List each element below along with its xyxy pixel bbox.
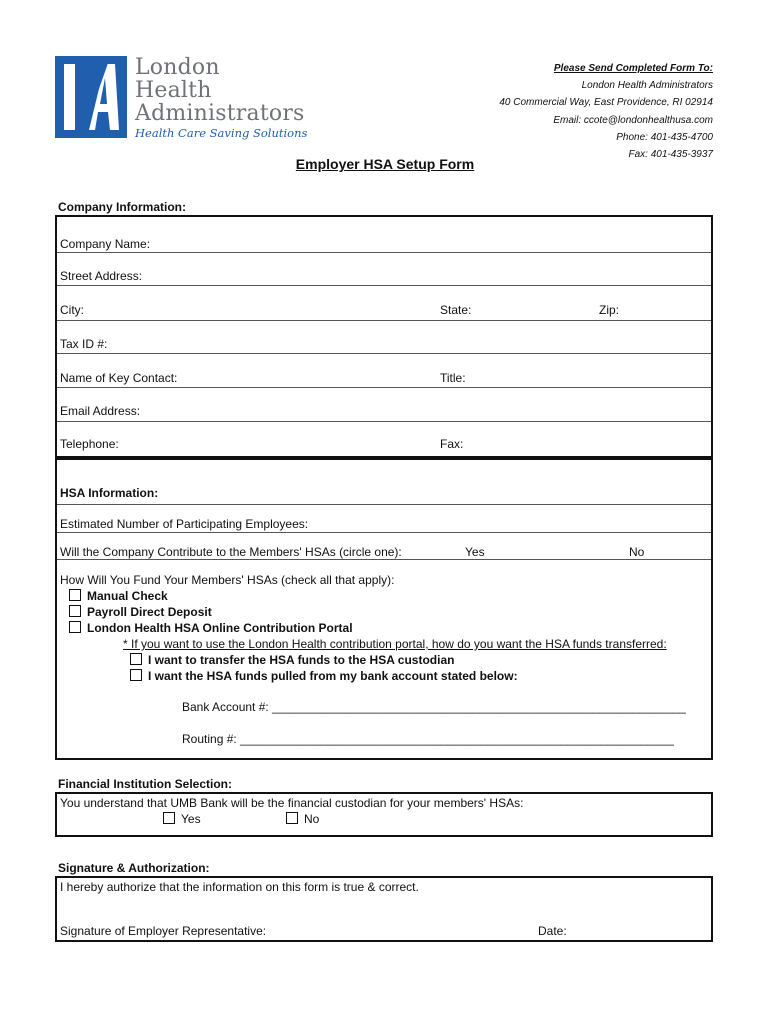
contribute-yes-option[interactable]: Yes bbox=[465, 545, 485, 559]
form-title: Employer HSA Setup Form bbox=[295, 156, 475, 172]
custodian-yes-checkbox[interactable] bbox=[163, 812, 175, 824]
custodian-no-option[interactable]: No bbox=[286, 812, 319, 826]
company-section-label: Company Information: bbox=[58, 200, 186, 214]
email-address-label: Email Address: bbox=[60, 404, 141, 418]
fax-label: Fax: bbox=[440, 437, 464, 451]
contribute-question: Will the Company Contribute to the Members' HSAs (circle one): bbox=[60, 545, 402, 559]
logo-word-london: London bbox=[135, 55, 220, 80]
company-info-box bbox=[55, 215, 713, 458]
transfer-to-custodian-checkbox[interactable] bbox=[130, 653, 142, 665]
mailing-address-block bbox=[499, 60, 713, 163]
custodian-statement: You understand that UMB Bank will be the financial custodian for your members' HSAs: bbox=[60, 796, 524, 810]
bank-account-field[interactable]: Bank Account #: ______________________________________________________________ bbox=[182, 700, 686, 714]
manual-check-option[interactable]: Manual Check bbox=[69, 589, 168, 603]
logo-tagline: Health Care Saving Solutions bbox=[135, 126, 308, 140]
street-address-label: Street Address: bbox=[60, 269, 143, 283]
address-fax: Fax: 401-435-3937 bbox=[628, 149, 713, 161]
address-header: Please Send Completed Form To: bbox=[553, 63, 713, 74]
pull-from-bank-option[interactable]: I want the HSA funds pulled from my bank account stated below: bbox=[130, 669, 518, 683]
manual-check-checkbox[interactable] bbox=[69, 589, 81, 601]
online-portal-checkbox[interactable] bbox=[69, 621, 81, 633]
signature-box bbox=[55, 876, 713, 942]
employees-field-label[interactable]: Estimated Number of Participating Employees: bbox=[60, 517, 309, 531]
contact-title-label: Title: bbox=[440, 371, 466, 385]
tax-id-label: Tax ID #: bbox=[60, 337, 108, 351]
custodian-no-checkbox[interactable] bbox=[286, 812, 298, 824]
key-contact-label: Name of Key Contact: bbox=[60, 371, 178, 385]
city-label: City: bbox=[60, 303, 84, 317]
signature-section-label: Signature & Authorization: bbox=[58, 861, 210, 875]
address-phone: Phone: 401-435-4700 bbox=[616, 131, 713, 143]
financial-info-box bbox=[55, 792, 713, 837]
state-label: State: bbox=[440, 303, 472, 317]
hsa-info-box bbox=[55, 458, 713, 760]
address-line: 40 Commercial Way, East Providence, RI 02914 bbox=[499, 97, 713, 109]
hsa-section-label: HSA Information: bbox=[60, 486, 159, 500]
logo-word-health: Health bbox=[135, 78, 212, 103]
payroll-direct-deposit-checkbox[interactable] bbox=[69, 605, 81, 617]
contribute-no-option[interactable]: No bbox=[629, 545, 645, 559]
zip-label: Zip: bbox=[599, 303, 620, 317]
telephone-label: Telephone: bbox=[60, 437, 119, 451]
date-field[interactable]: Date: bbox=[538, 924, 567, 938]
pull-from-bank-checkbox[interactable] bbox=[130, 669, 142, 681]
signature-field[interactable]: Signature of Employer Representative: bbox=[60, 924, 267, 938]
custodian-yes-option[interactable]: Yes bbox=[163, 812, 201, 826]
payroll-direct-deposit-option[interactable]: Payroll Direct Deposit bbox=[69, 605, 212, 619]
company-name-label: Company Name: bbox=[60, 237, 151, 251]
transfer-to-custodian-option[interactable]: I want to transfer the HSA funds to the HSA custodian bbox=[130, 653, 454, 667]
address-line: London Health Administrators bbox=[581, 80, 713, 92]
authorization-statement: I hereby authorize that the information on this form is true & correct. bbox=[60, 880, 419, 894]
online-portal-option[interactable]: London Health HSA Online Contribution Portal bbox=[69, 621, 353, 635]
company-logo bbox=[55, 55, 308, 140]
lha-logo-mark-icon bbox=[55, 56, 127, 138]
address-email: Email: ccote@londonhealthusa.com bbox=[553, 114, 713, 126]
logo-word-administrators: Administrators bbox=[135, 101, 305, 126]
portal-note: * If you want to use the London Health contribution portal, how do you want the HSA funds transferred: bbox=[123, 637, 667, 651]
financial-section-label: Financial Institution Selection: bbox=[58, 777, 233, 791]
routing-number-field[interactable]: Routing #: _________________________________________________________________ bbox=[182, 732, 674, 746]
fund-question: How Will You Fund Your Members' HSAs (check all that apply): bbox=[60, 573, 395, 587]
